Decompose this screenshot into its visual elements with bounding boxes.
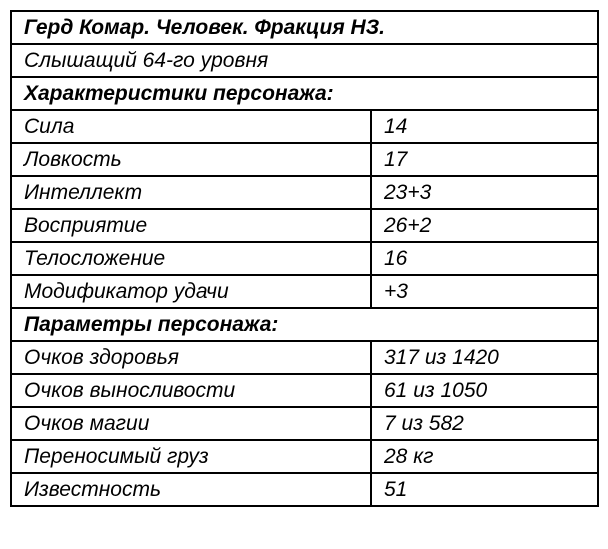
table-row — [11, 209, 598, 242]
table-row — [11, 110, 598, 143]
param-value: 317 из 1420 — [371, 341, 598, 374]
table-row — [11, 242, 598, 275]
stat-value: +3 — [371, 275, 598, 308]
table-row — [11, 275, 598, 308]
character-level: Слышащий 64-го уровня — [11, 44, 598, 77]
title-row — [11, 11, 598, 44]
param-label: Очков выносливости — [11, 374, 371, 407]
table-row — [11, 143, 598, 176]
stat-label: Восприятие — [11, 209, 371, 242]
subtitle-row — [11, 44, 598, 77]
table-row — [11, 407, 598, 440]
table-row — [11, 473, 598, 506]
character-sheet-table — [10, 10, 599, 507]
param-label: Очков здоровья — [11, 341, 371, 374]
table-row — [11, 374, 598, 407]
param-label: Очков магии — [11, 407, 371, 440]
table-row — [11, 440, 598, 473]
param-label: Переносимый груз — [11, 440, 371, 473]
stat-value: 26+2 — [371, 209, 598, 242]
table-row — [11, 176, 598, 209]
stat-label: Интеллект — [11, 176, 371, 209]
stat-label: Ловкость — [11, 143, 371, 176]
characteristics-heading: Характеристики персонажа: — [11, 77, 598, 110]
stat-label: Телосложение — [11, 242, 371, 275]
param-value: 7 из 582 — [371, 407, 598, 440]
section-header-row — [11, 308, 598, 341]
character-title: Герд Комар. Человек. Фракция НЗ. — [11, 11, 598, 44]
param-value: 28 кг — [371, 440, 598, 473]
stat-value: 17 — [371, 143, 598, 176]
section-header-row — [11, 77, 598, 110]
stat-value: 14 — [371, 110, 598, 143]
parameters-heading: Параметры персонажа: — [11, 308, 598, 341]
stat-label: Сила — [11, 110, 371, 143]
stat-label: Модификатор удачи — [11, 275, 371, 308]
param-label: Известность — [11, 473, 371, 506]
param-value: 51 — [371, 473, 598, 506]
table-row — [11, 341, 598, 374]
param-value: 61 из 1050 — [371, 374, 598, 407]
stat-value: 23+3 — [371, 176, 598, 209]
stat-value: 16 — [371, 242, 598, 275]
